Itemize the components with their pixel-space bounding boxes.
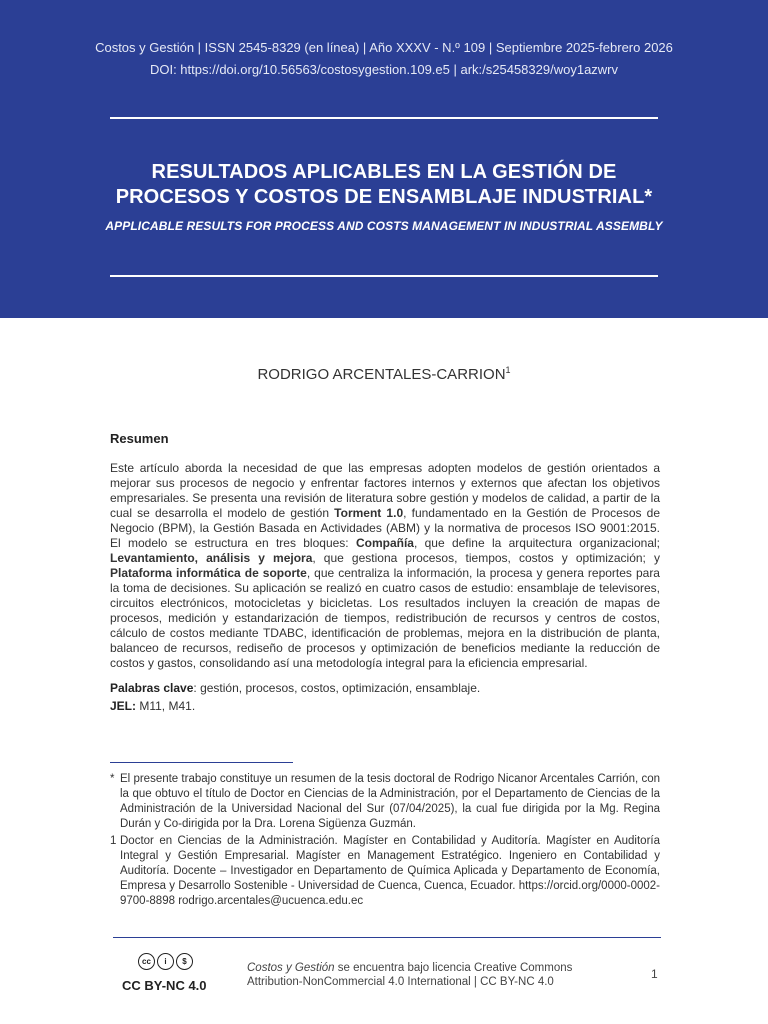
footnote-text: Doctor en Ciencias de la Administración. Magíster en Contabilidad y Auditoría. Magíster en Auditoría Integral y Gestión Empresarial. Magíster en Management Estratégico. Ingeniero en Contabilidad y Auditoría. Docente – Investigador en Departamento de Química Aplicada y Departamento de Economía, Empresa y Desarrollo Sostenible - Universidad de Cuenca, Cuenca, Ecuador. https://orcid.org/0000-0002-9700-8898 rodrigo.arcentales@ucuenca.edu.ec xyxy=(120,835,660,907)
doi-line: DOI: https://doi.org/10.56563/costosygestion.109.e5 | ark:/s25458329/woy1azwrv xyxy=(149,62,619,77)
abstract-text-5: , que centraliza la información, la procesa y genera reportes para la toma de decisiones. Su aplicación se realizó en cuatro casos de estudio: ensamblaje de televisores, circuitos electrónicos, motocicletas y bicicletas. Los resultados incluyen la creación de mapas de procesos, medición y estandarización de tiempos, redistribución de recursos y centros de costos, cálculo de costos mediante TDABC, identificación de problemas, mejora en la distribución de planta, balanceo de recursos, rediseño de procesos y optimización de beneficios mediante la reducción de costos y gastos, consolidando así una metodología integral para la eficiencia empresarial. xyxy=(110,566,660,670)
footnote-thesis xyxy=(110,772,660,832)
abstract-heading: Resumen xyxy=(110,431,169,446)
license-line-1-text: se encuentra bajo licencia Creative Commons xyxy=(334,962,573,974)
author-footnote-mark: 1 xyxy=(505,365,511,375)
license-line-1 xyxy=(247,961,572,975)
abstract-bold-block-3: Plataforma informática de soporte xyxy=(110,566,307,580)
header-rule-bottom xyxy=(110,275,658,277)
license-line-2: Attribution-NonCommercial 4.0 International | CC BY-NC 4.0 xyxy=(247,976,554,988)
footnote-text: El presente trabajo constituye un resumen de la tesis doctoral de Rodrigo Nicanor Arcentales Carrión, con la que obtuvo el título de Doctor en Ciencias de la Administración, por el Departamento de Ciencias de la Administración de la Universidad Nacional del Sur (07/04/2025), la cual fue dirigida por la Mg. Regina Durán y Co-dirigida por la Dra. Lorena Sigüenza Guzmán. xyxy=(120,773,660,830)
article-title xyxy=(60,160,708,210)
jel-value: M11, M41. xyxy=(136,699,196,713)
keywords-line xyxy=(110,681,660,695)
journal-info-line: Costos y Gestión | ISSN 2545-8329 (en línea) | Año XXXV - N.º 109 | Septiembre 2025-febrero 2026 xyxy=(95,40,673,55)
abstract-bold-model: Torment 1.0 xyxy=(334,506,404,520)
abstract-bold-block-2: Levantamiento, análisis y mejora xyxy=(110,551,313,565)
jel-line xyxy=(110,699,660,713)
page-number: 1 xyxy=(651,967,658,981)
jel-label: JEL: xyxy=(110,699,137,713)
footnote-mark: * xyxy=(110,773,115,785)
keywords-value: : gestión, procesos, costos, optimización, ensamblaje. xyxy=(193,681,481,695)
article-subtitle-en: APPLICABLE RESULTS FOR PROCESS AND COSTS MANAGEMENT IN INDUSTRIAL ASSEMBLY xyxy=(105,219,663,233)
footnote-mark: 1 xyxy=(110,835,117,847)
cc-icon: cc xyxy=(138,953,155,970)
footer-rule xyxy=(113,937,661,938)
abstract-text-2: , fundamentado en la Gestión de Procesos de Negocio (BPM), la Gestión Basada en Actividades (ABM) y la normativa de procesos ISO 9001:2015. El modelo se estructura en tres bloques: xyxy=(110,506,660,550)
abstract-text-1: Este artículo aborda la necesidad de que las empresas adopten modelos de gestión orientados a mejorar sus procesos de negocio y enfrentar factores internos y externos que afectan los objetivos empresariales. Se presenta una revisión de literatura sobre gestión y modelos de calidad, a partir de la cual se desarrolla el modelo de gestión xyxy=(110,461,660,520)
footnote-author xyxy=(110,834,660,909)
author-name-text: RODRIGO ARCENTALES-CARRION xyxy=(257,366,506,383)
license-journal-name: Costos y Gestión xyxy=(247,962,335,974)
footnote-separator xyxy=(110,762,293,763)
abstract-text-3: , que define la arquitectura organizacional; xyxy=(413,536,660,550)
license-statement xyxy=(247,961,572,989)
attribution-icon: i xyxy=(157,953,174,970)
keywords-label: Palabras clave xyxy=(110,681,194,695)
abstract-text-4: , que gestiona procesos, tiempos, costos y optimización; y xyxy=(312,551,660,565)
journal-header xyxy=(0,0,768,318)
abstract-body xyxy=(110,461,660,671)
header-rule-top xyxy=(110,117,658,119)
cc-license-label: CC BY-NC 4.0 xyxy=(122,978,207,993)
title-line-2: PROCESOS Y COSTOS DE ENSAMBLAJE INDUSTRIAL* xyxy=(115,186,653,208)
title-line-1: RESULTADOS APLICABLES EN LA GESTIÓN DE xyxy=(151,161,617,183)
noncommercial-icon: $ xyxy=(176,953,193,970)
abstract-bold-block-1: Compañía xyxy=(355,536,414,550)
author-name xyxy=(0,365,768,383)
cc-license-icon xyxy=(138,953,193,970)
